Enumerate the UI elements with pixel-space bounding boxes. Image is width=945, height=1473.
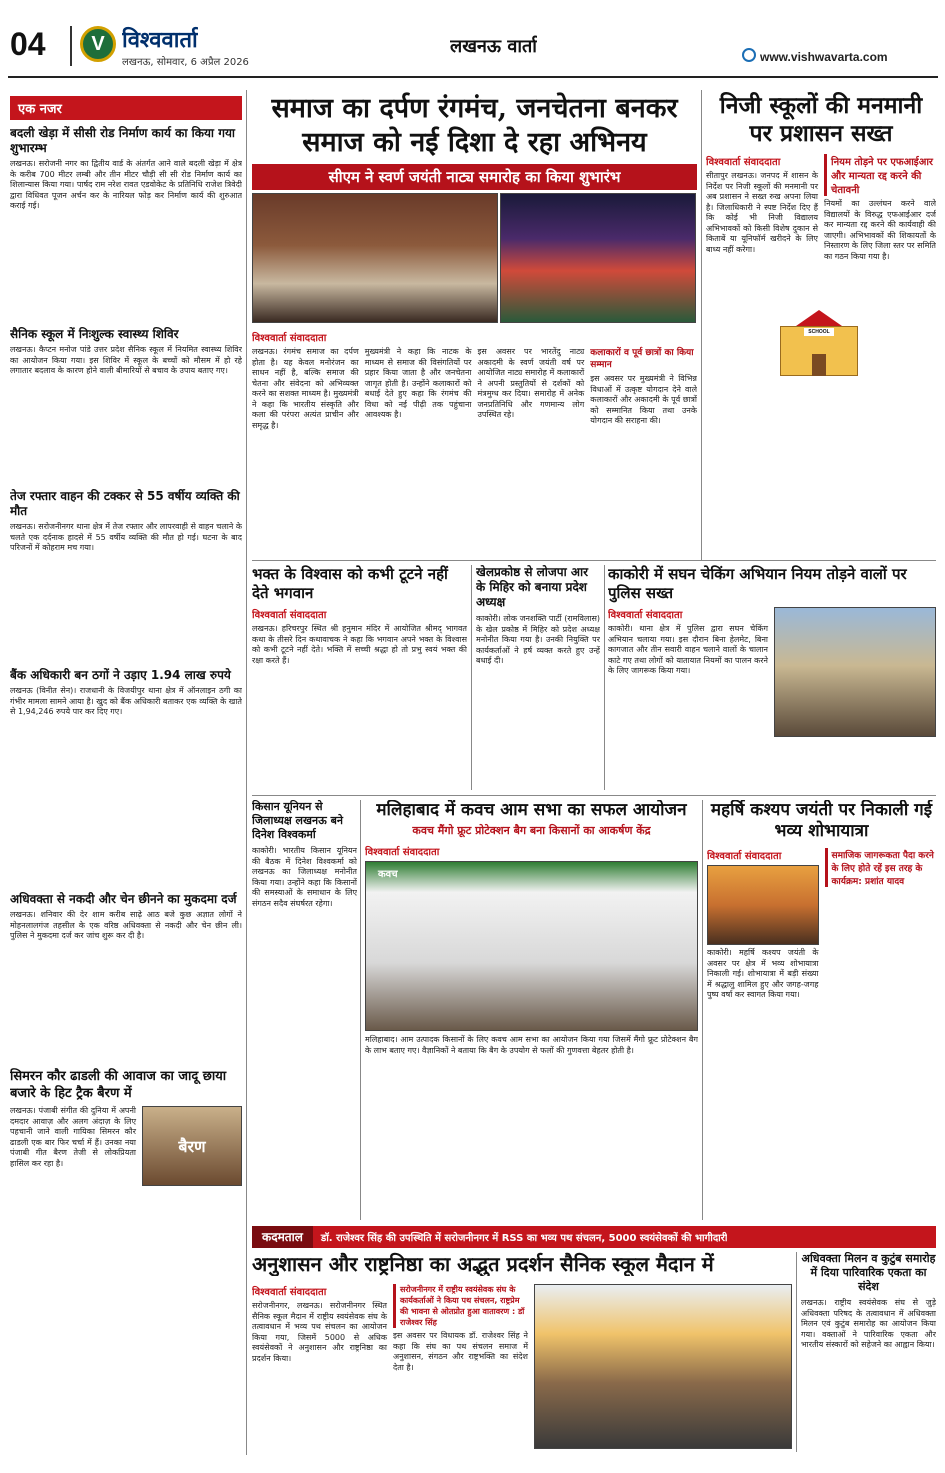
- story-body: लखनऊ। सरोजनीनगर थाना क्षेत्र में तेज रफ्तार और लापरवाही से वाहन चलाने के चलते एक दर्दनाक हादसे में 55 वर्षीय व्यक्ति की मौत हो गई। घटना के बाद परिजनों में कोहराम मच गया।: [10, 522, 242, 552]
- story-body: नियमों का उल्लंघन करने वाले विद्यालयों के विरुद्ध एफआईआर दर्ज कर मान्यता रद्द करने की कार्यवाही की जाएगी। अभिभावकों की शिकायतों के निस्तारण के लिए जिला स्तर पर समिति का गठन किया गया है।: [824, 199, 936, 261]
- rss-march-photo: [534, 1284, 792, 1449]
- story-body: मुख्यमंत्री ने कहा कि नाटक के माध्यम से समाज की विसंगतियों पर प्रहार किया जाता है और जनचेतना जागृत होती है। उन्होंने कलाकारों को बधाई देते हुए कहा कि रंगमंच की विधा को नई पीढ़ी तक पहुंचाना आवश्यक है।: [364, 347, 472, 419]
- dateline: लखनऊ, सोमवार, 6 अप्रैल 2026: [122, 57, 249, 68]
- column-divider: [471, 565, 472, 790]
- byline: विश्ववार्ता संवाददाता: [252, 610, 327, 621]
- story-headline: अधिवक्ता मिलन व कुटुंब समारोह में दिया पारिवारिक एकता का संदेश: [801, 1252, 936, 1293]
- story-body: लखनऊ। शनिवार की देर शाम करीब साढ़े आठ बजे कुछ अज्ञात लोगों ने मोहनलालगंज तहसील के एक वरिष्ठ अधिवक्ता से नकदी और चेन छीन ली। पुलिस ने मुकदमा दर्ज कर जांच शुरू कर दी है।: [10, 910, 242, 940]
- story-headline: बदली खेड़ा में सीसी रोड निर्माण कार्य का किया गया शुभारम्भ: [10, 126, 236, 155]
- column-divider: [702, 800, 703, 1220]
- story-body: इस अवसर पर विधायक डॉ. राजेश्वर सिंह ने कहा कि संघ का पथ संचलन समाज में अनुशासन, संगठन और राष्ट्रभक्ति का संदेश देता है।: [393, 1331, 528, 1372]
- page-number: 04: [10, 26, 72, 66]
- sub-headline: कलाकारों व पूर्व छात्रों का किया सम्मान: [590, 348, 694, 370]
- section-title: लखनऊ वार्ता: [450, 36, 537, 57]
- kakori-checking-story: [608, 565, 936, 790]
- rss-headline-box: [252, 1252, 792, 1276]
- story-body: लखनऊ। रंगमंच समाज का दर्पण होता है। यह केवल मनोरंजन का साधन नहीं है, बल्कि समाज की चेतना और संवेदना को अभिव्यक्त करने का सशक्त माध्यम है। मुख्यमंत्री ने कहा कि भारतीय संस्कृति और कला की परंपरा अत्यंत प्राचीन और समृद्ध है।: [252, 347, 359, 430]
- kashyap-jayanti-story: [707, 800, 936, 1220]
- adhivakta-story: [801, 1252, 936, 1452]
- globe-icon: [742, 48, 756, 62]
- kavach-event-photo: [365, 861, 698, 1031]
- byline: विश्ववार्ता संवाददाता: [707, 851, 782, 862]
- story-body: इस अवसर पर मुख्यमंत्री ने विभिन्न विधाओं में उत्कृष्ट योगदान देने वाले कलाकारों और अकादमी के पूर्व छात्रों को सम्मानित किया तथा उनके योगदान की सराहना की।: [590, 374, 697, 425]
- column-divider: [246, 90, 247, 1455]
- story-body: काकोरी। थाना क्षेत्र में पुलिस द्वारा सघन चेकिंग अभियान चलाया गया। इस दौरान बिना हेलमेट, बिना कागजात और तीन सवारी वाहन चलाने वालों के चालान काटे गए तथा लोगों को यातायात नियमों का पालन करने के लिए जागरूक किया गया।: [608, 624, 768, 675]
- byline: विश्ववार्ता संवाददाता: [608, 610, 683, 621]
- story-body: सीतापुर लखनऊ। जनपद में शासन के निर्देश पर निजी स्कूलों की मनमानी पर अब प्रशासन ने सख्त रुख अपना लिया है। जिलाधिकारी ने स्पष्ट निर्देश दिए हैं कि कोई भी निजी विद्यालय अभिभावकों को किसी विशेष दुकान से किताबें या यूनिफॉर्म खरीदने के लिए बाध्य नहीं करेगा।: [706, 171, 818, 254]
- kadamtal-strip: [252, 1226, 936, 1248]
- story-headline: सैनिक स्कूल में निःशुल्क स्वास्थ्य शिविर: [10, 327, 179, 341]
- rss-story: [252, 1284, 792, 1454]
- pull-quote: सरोजनीनगर में राष्ट्रीय स्वयंसेवक संघ के कार्यकर्ताओं ने किया पथ संचलन, राष्ट्रप्रेम की भावना से ओतप्रोत हुआ वातावरण : डॉ राजेश्वर सिंह: [393, 1284, 528, 1328]
- police-checking-photo: [774, 607, 936, 737]
- story-headline: अधिवक्ता से नकदी और चेन छीनने का मुकदमा दर्ज: [10, 892, 237, 906]
- school-building-icon: [778, 310, 860, 380]
- story-body: लखनऊ। पंजाबी संगीत की दुनिया में अपनी दमदार आवाज़ और अलग अंदाज़ के लिए पहचानी जाने वाली गायिका सिमरन कौर ढाडली एक बार फिर चर्चा में हैं। उनका नया पंजाबी गीत बैरण तेजी से लोकप्रियता हासिल कर रहा है।: [10, 1106, 136, 1168]
- ek-nazar-label: एक नजर: [10, 96, 242, 120]
- story-body: लखनऊ। सरोजनी नगर का द्वितीय वार्ड के अंतर्गत आने वाले बदली खेड़ा में क्षेत्र के करीब 700 मीटर लम्बी और तीन मीटर चौड़ी सी सी रोड निर्माण कार्य का शिलान्यास किया गया। पार्षद राम नरेश रावत एडवोकेट के प्रतिनिधि राजेश त्रिवेदी द्वारा विधिवत पूजन अर्चन कर के नारियल फोड़ कर निर्माण कार्य की शुरुआत कराई गई।: [10, 159, 242, 210]
- story-headline: तेज रफ्तार वाहन की टक्कर से 55 वर्षीय व्यक्ति की मौत: [10, 489, 240, 518]
- pull-quote: समाजिक जागरूकता पैदा करने के लिए होते रहें इस तरह के कार्यक्रम: प्रशांत यादव: [825, 848, 937, 887]
- lead-headline: समाज का दर्पण रंगमंच, जनचेतना बनकर समाज को नई दिशा दे रहा अभिनय: [271, 93, 678, 158]
- story-body: लखनऊ। राष्ट्रीय स्वयंसेवक संघ से जुड़े अधिवक्ता परिषद के तत्वावधान में अधिवक्ता मिलन एवं कुटुंब समारोह का आयोजन किया गया। वक्ताओं ने पारिवारिक एकता और भारतीय संस्कारों को सहेजने का आह्वान किया।: [801, 1298, 936, 1349]
- kadamtal-label: कदमताल: [252, 1226, 313, 1248]
- pull-quote: नियम तोड़ने पर एफआईआर और मान्यता रद्द करने की चेतावनी: [824, 154, 936, 196]
- column-divider: [604, 565, 605, 790]
- kisan-union-story: [252, 800, 357, 1220]
- newspaper-logo-icon: V: [80, 26, 116, 62]
- singer-photo: बैरण: [142, 1106, 242, 1186]
- lead-photo-dance: [500, 193, 696, 323]
- byline: विश्ववार्ता संवाददाता: [252, 333, 327, 344]
- byline: विश्ववार्ता संवाददाता: [252, 1287, 327, 1298]
- story-subheadline: कवच मैंगो फ्रूट प्रोटेक्शन बैग बना किसानों का आकर्षण केंद्र: [412, 824, 651, 837]
- story-body: लखनऊ। हरिचरपुर स्थित श्री हनुमान मंदिर में आयोजित श्रीमद् भागवत कथा के तीसरे दिन कथावाचक ने कहा कि भगवान अपने भक्त के विश्वास को कभी टूटने नहीं देते। भक्ति में सच्ची श्रद्धा हो तो प्रभु स्वयं भक्त की रक्षा करते हैं।: [252, 624, 467, 665]
- bhagwan-story: [252, 565, 467, 790]
- story-body: काकोरी। भारतीय किसान यूनियन की बैठक में दिनेश विश्वकर्मा को लखनऊ का जिलाध्यक्ष मनोनीत किया गया। उन्होंने कहा कि किसानों की समस्याओं के समाधान के लिए संगठन सदैव संघर्षरत रहेगा।: [252, 846, 357, 908]
- mihir-story: [476, 565, 600, 790]
- byline: विश्ववार्ता संवाददाता: [365, 847, 440, 858]
- lead-strap: सीएम ने स्वर्ण जयंती नाट्य समारोह का किया शुभारंभ: [252, 164, 697, 190]
- left-column: [10, 96, 242, 1451]
- kavach-story: [365, 800, 698, 1220]
- story-headline: निजी स्कूलों की मनमानी पर प्रशासन सख्त: [719, 92, 923, 147]
- byline: विश्ववार्ता संवाददाता: [706, 157, 781, 168]
- school-sign: SCHOOL: [804, 328, 834, 336]
- story-headline: किसान यूनियन से जिलाध्यक्ष लखनऊ बने दिनेश विश्वकर्मा: [252, 800, 343, 841]
- procession-photo: [707, 865, 819, 945]
- lead-photo-stage: [252, 193, 498, 323]
- lead-story-body: [252, 330, 697, 555]
- story-headline: खेलप्रकोष्ठ से लोजपा आर के मिहिर को बनाया प्रदेश अध्यक्ष: [476, 565, 589, 609]
- story-body: लखनऊ। कैप्टन मनोज पांडे उत्तर प्रदेश सैनिक स्कूल में नियमित स्वास्थ्य शिविर का आयोजन किया गया। इस शिविर में स्कूल के बच्चों को मौसम में हो रहे लगातार बदलाव के कारण होने वाली बीमारियों से बचाव के उपाय बताए गए।: [10, 345, 242, 375]
- story-headline: बैंक अधिकारी बन ठगों ने उड़ाए 1.94 लाख रुपये: [10, 668, 231, 682]
- column-divider: [796, 1252, 797, 1452]
- column-divider: [360, 800, 361, 1220]
- story-body: सरोजनीनगर, लखनऊ। सरोजनीनगर स्थित सैनिक स्कूल मैदान में राष्ट्रीय स्वयंसेवक संघ के तत्वावधान में भव्य पथ संचलन का आयोजन किया गया, जिसमें 5000 से अधिक स्वयंसेवकों ने अनुशासन और राष्ट्रनिष्ठा का प्रदर्शन किया।: [252, 1301, 387, 1363]
- column-divider: [701, 90, 702, 560]
- masthead-rule: [8, 76, 938, 78]
- press-color-marks: [10, 1460, 935, 1468]
- story-headline: महर्षि कश्यप जयंती पर निकाली गई भव्य शोभायात्रा: [710, 800, 933, 841]
- strip-headline: डॉ. राजेश्वर सिंह की उपस्थिति में सरोजनीनगर में RSS का भव्य पथ संचलन, 5000 स्वयंसेवकों की भागीदारी: [320, 1233, 728, 1244]
- event-banner: कवच: [378, 869, 398, 880]
- row-divider: [252, 795, 936, 796]
- story-headline: अनुशासन और राष्ट्रनिष्ठा का अद्भुत प्रदर्शन सैनिक स्कूल मैदान में: [252, 1252, 714, 1276]
- newspaper-name: विश्ववार्ता: [122, 28, 198, 53]
- story-body: काकोरी। लोक जनशक्ति पार्टी (रामविलास) के खेल प्रकोष्ठ में मिहिर को प्रदेश अध्यक्ष मनोनीत किया गया है। उनकी नियुक्ति पर कार्यकर्ताओं ने हर्ष व्यक्त करते हुए उन्हें बधाई दी।: [476, 614, 600, 665]
- story-headline: सिमरन कौर ढाडली की आवाज का जादू छाया बजारे के हिट ट्रैक बैरण में: [10, 1069, 227, 1101]
- lead-story: [252, 92, 697, 190]
- story-body: मलिहाबाद। आम उत्पादक किसानों के लिए कवच आम सभा का आयोजन किया गया जिसमें मैंगो फ्रूट प्रोटेक्शन बैग के लाभ बताए गए। वैज्ञानिकों ने बताया कि बैग के उपयोग से फलों की गुणवत्ता बेहतर होती है।: [365, 1035, 698, 1055]
- story-headline: काकोरी में सघन चेकिंग अभियान नियम तोड़ने वालों पर पुलिस सख्त: [608, 565, 907, 602]
- row-divider: [252, 560, 936, 561]
- story-body: इस अवसर पर भारतेंदु नाट्य अकादमी के स्वर्ण जयंती वर्ष पर आयोजित नाट्य समारोह में कलाकारों ने अपनी प्रस्तुतियों से दर्शकों को मंत्रमुग्ध कर दिया। समारोह में अनेक जनप्रतिनिधि और गणमान्य लोग उपस्थित रहे।: [477, 347, 585, 419]
- story-body: लखनऊ (विनीत सेन)। राजधानी के विजयीपुर थाना क्षेत्र में ऑनलाइन ठगी का गंभीर मामला सामने आया है। खुद को बैंक अधिकारी बताकर एक व्यक्ति के खाते से 1,94,246 रुपये पार कर दिए गए।: [10, 686, 242, 716]
- story-body: काकोरी। महर्षि कश्यप जयंती के अवसर पर क्षेत्र में भव्य शोभायात्रा निकाली गई। शोभायात्रा में बड़ी संख्या में श्रद्धालु शामिल हुए और जगह-जगह पुष्प वर्षा कर स्वागत किया गया।: [707, 948, 819, 999]
- website-link[interactable]: www.vishwavarta.com: [760, 50, 888, 64]
- story-headline: भक्त के विश्वास को कभी टूटने नहीं देते भगवान: [252, 565, 448, 602]
- story-headline: मलिहाबाद में कवच आम सभा का सफल आयोजन: [376, 800, 687, 820]
